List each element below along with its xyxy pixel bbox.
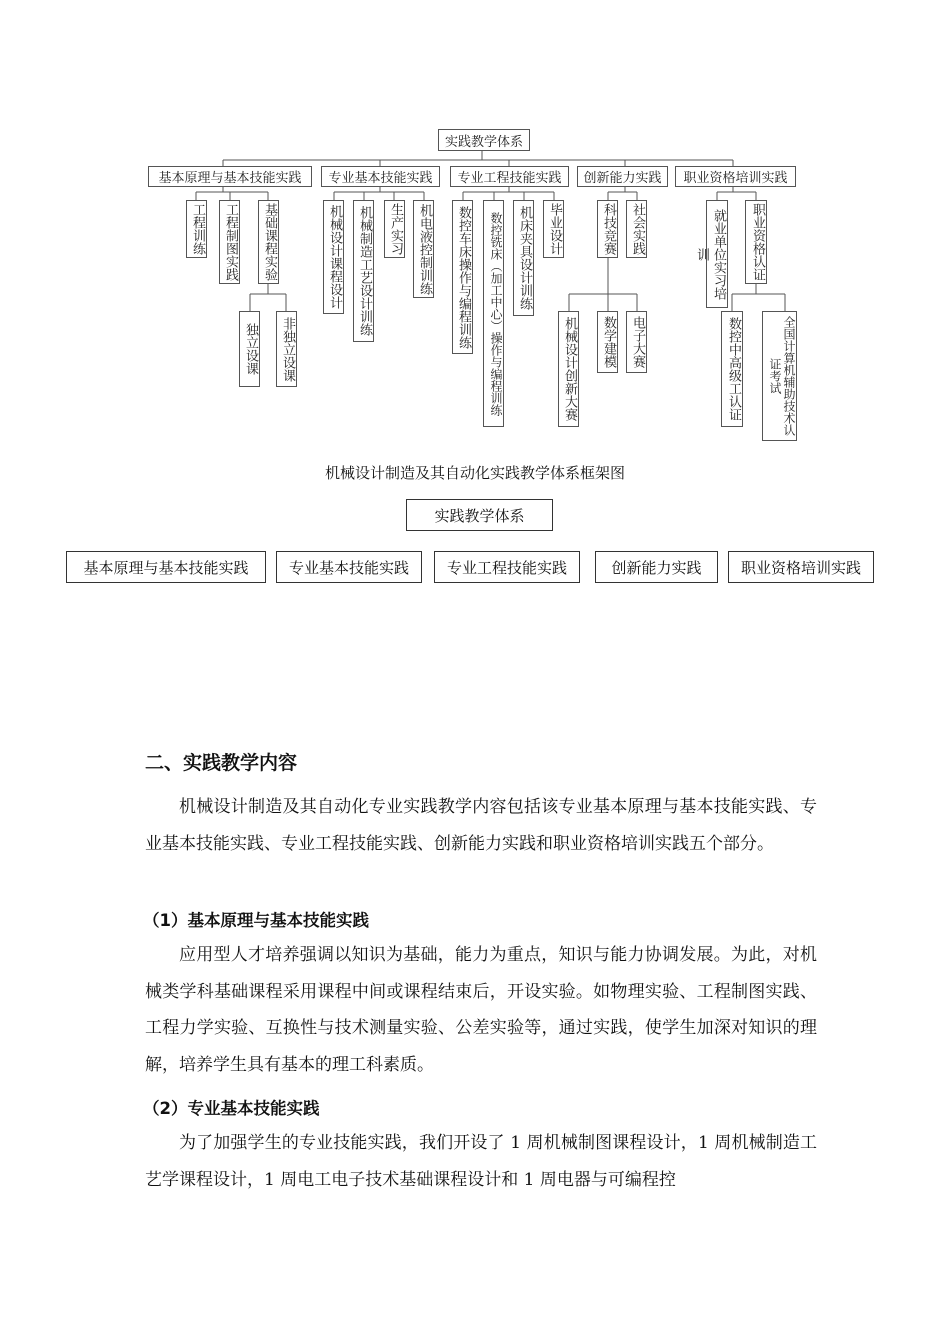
tree-item: 工程训练 — [186, 200, 207, 258]
tree-item: 生产实习 — [384, 200, 405, 258]
tree-subitem: 数控中高级工认证 — [721, 311, 743, 427]
section-heading: 二、实践教学内容 — [145, 752, 298, 774]
flat-category-node: 专业工程技能实践 — [434, 551, 580, 583]
tree-item: 工程制图实践 — [219, 200, 240, 284]
tree-item: 就业单位实习培训 — [706, 200, 728, 308]
flat-category-node: 基本原理与基本技能实践 — [66, 551, 266, 583]
tree-item: 数控车床操作与编程训练 — [452, 200, 473, 354]
subsection-paragraph-1: 应用型人才培养强调以知识为基础，能力为重点，知识与能力协调发展。为此，对机械类学科基础课程采用课程中间或课程结束后，开设实验。如物理实验、工程制图实践、工程力学实验、互换性与技术测量实验、公差实验等，通过实践，使学生加深对知识的理解，培养学生具有基本的理工科素质。 — [145, 945, 817, 1075]
tree-item: 科技竞赛 — [597, 200, 618, 258]
intro-paragraph: 机械设计制造及其自动化专业实践教学内容包括该专业基本原理与基本技能实践、专业基本技能实践、专业工程技能实践、创新能力实践和职业资格培训实践五个部分。 — [145, 797, 817, 854]
tree-subitem: 电子大赛 — [626, 311, 647, 373]
tree-item: 机床夹具设计训练 — [513, 200, 534, 316]
tree-category-innovation: 创新能力实践 — [577, 166, 668, 187]
tree-item: 机电液控制训练 — [413, 200, 434, 298]
tree-item: 机械制造工艺设计训练 — [353, 200, 374, 342]
flat-category-node: 创新能力实践 — [595, 551, 718, 583]
tree-item: 机械设计课程设计 — [323, 200, 344, 314]
tree-subitem: 全国计算机辅助技术认证考试 — [762, 311, 797, 441]
tree-subitem: 独立设课 — [239, 311, 260, 387]
tree-subitem: 机械设计创新大赛 — [558, 311, 579, 427]
flat-category-node: 职业资格培训实践 — [728, 551, 874, 583]
subsection-paragraph-2: 为了加强学生的专业技能实践，我们开设了 1 周机械制图课程设计，1 周机械制造工艺学课程设计，1 周电工电子技术基础课程设计和 1 周电器与可编程控 — [145, 1133, 817, 1190]
tree-subitem: 数学建模 — [597, 311, 618, 373]
tree-item: 职业资格认证 — [745, 200, 767, 284]
tree-category-vocational: 职业资格培训实践 — [675, 166, 796, 187]
tree-root-node: 实践教学体系 — [438, 129, 530, 151]
practice-system-tree-diagram — [140, 118, 820, 458]
subsection-title-1: （1）基本原理与基本技能实践 — [143, 911, 369, 930]
subsection-title-2: （2）专业基本技能实践 — [143, 1099, 320, 1118]
flat-category-node: 专业基本技能实践 — [276, 551, 422, 583]
flat-root-node: 实践教学体系 — [406, 499, 553, 531]
tree-item: 基础课程实验 — [258, 200, 279, 284]
tree-item: 社会实践 — [626, 200, 647, 258]
tree-category-professional-engineering: 专业工程技能实践 — [450, 166, 569, 187]
tree-subitem: 非独立设课 — [276, 311, 297, 387]
tree-item: 数控铣床（加工中心）操作与编程训练 — [483, 200, 504, 427]
tree-category-basic-principles: 基本原理与基本技能实践 — [148, 166, 312, 187]
tree-category-professional-basic: 专业基本技能实践 — [321, 166, 440, 187]
figure-caption: 机械设计制造及其自动化实践教学体系框架图 — [324, 464, 625, 482]
tree-item: 毕业设计 — [543, 200, 564, 258]
